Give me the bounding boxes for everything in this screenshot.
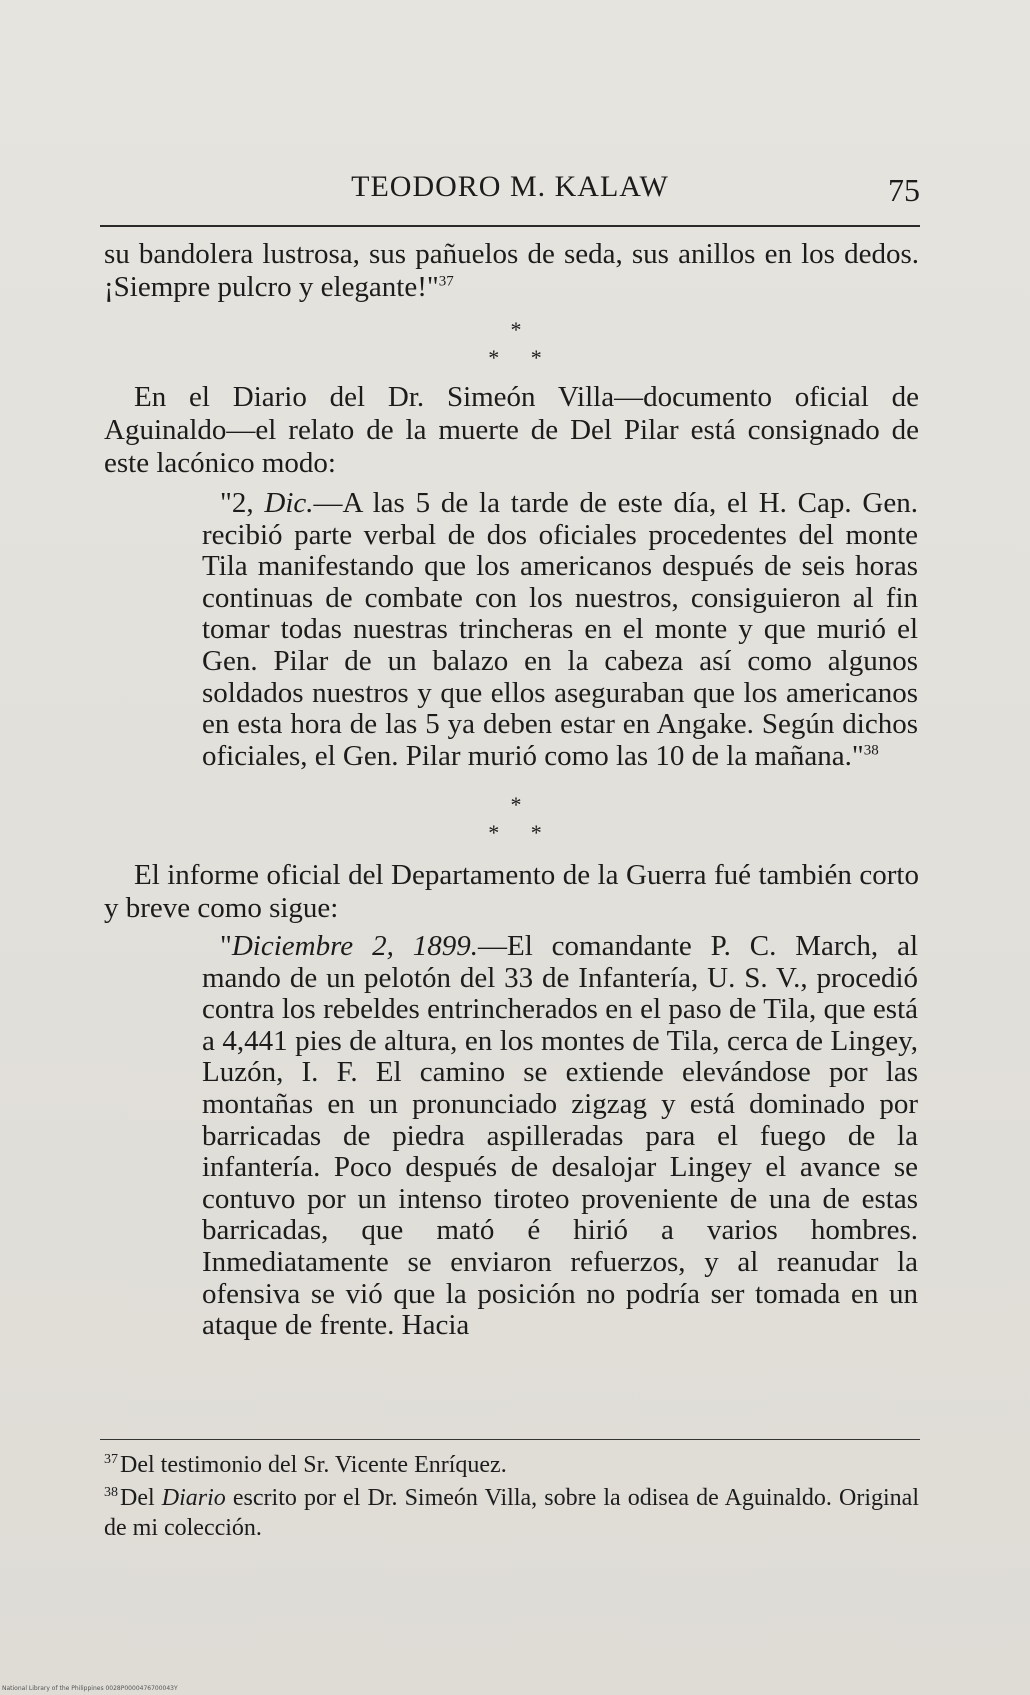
footnote-rule <box>100 1439 920 1440</box>
paragraph-continued <box>104 238 919 304</box>
quote-text: —El comandante P. C. March, al mando de un pelotón del 33 de Infantería, U. S. V., procedió contra los rebeldes entrincherados en el paso de Tila, que está a 4,441 pies de altura, en los montes de Tila, cerca de Lingey, Luzón, I. F. El camino se extiende elevándose por las montañas en un pronunciado zigzag y está dominado por barricadas de piedra aspilleradas para el fuego de la infantería. Poco después de desalojar Lingey el avance se contuvo por un intenso tiroteo proveniente de una de estas barricadas, que mató é hirió a varios hombres. Inmediatamente se enviaron refuerzos, y al reanudar la ofensiva se vió que la posición no podría ser tomada en un ataque de frente. Hacia <box>202 930 918 1342</box>
footnote-37 <box>104 1450 919 1480</box>
asterism-top: * <box>510 792 522 817</box>
footnote-ref-38: 38 <box>863 742 879 759</box>
footnote-text: Del testimonio del Sr. Vicente Enríquez. <box>120 1452 507 1478</box>
footnote-mark: 38 <box>104 1485 118 1500</box>
footnote-mark: 37 <box>104 1452 118 1467</box>
quote-diario <box>202 488 918 772</box>
asterism-top: * <box>510 317 522 342</box>
footnote-38 <box>104 1483 919 1543</box>
asterism-bottom: * * <box>488 820 542 845</box>
footnote-text: Del <box>120 1485 162 1511</box>
asterism-bottom: * * <box>488 345 542 370</box>
quote-open: "2, <box>220 487 265 519</box>
section-asterism-2 <box>0 791 1030 847</box>
running-title: TEODORO M. KALAW <box>351 170 669 203</box>
paragraph-text: su bandolera lustrosa, sus pañuelos de seda, sus anillos en los dedos. ¡Siempre pulcro y elegante!" <box>104 238 919 303</box>
footnote-title: Diario <box>161 1485 226 1511</box>
paragraph-informe-intro: El informe oficial del Departamento de la Guerra fué también corto y breve como sigue: <box>104 859 919 924</box>
quote-open: " <box>220 930 232 962</box>
paragraph-diario-intro: En el Diario del Dr. Simeón Villa—documento oficial de Aguinaldo—el relato de la muerte de Del Pilar está consignado de este lacónico modo: <box>104 381 919 479</box>
scan-id-strip: National Library of the Philippines 0028P0000476700043Y <box>2 1685 178 1692</box>
page-number: 75 <box>888 172 920 208</box>
footnote-text-rest: escrito por el Dr. Simeón Villa, sobre la odisea de Aguinaldo. Original de mi colección. <box>104 1485 920 1541</box>
running-head <box>100 170 920 210</box>
quote-date: Dic. <box>264 487 314 519</box>
quote-war-department <box>202 931 918 1342</box>
quote-text: —A las 5 de la tarde de este día, el H. Cap. Gen. recibió parte verbal de dos oficiales procedentes del monte Tila manifestando que los americanos después de seis horas continuas de combate con los nuestros, consiguieron al fin tomar todas nuestras trincheras en el monte y que murió el Gen. Pilar de un balazo en la cabeza así como algunos soldados nuestros y que ellos aseguraban que los americanos en esta hora de las 5 ya deben estar en Angake. Según dichos oficiales, el Gen. Pilar murió como las 10 de la mañana." <box>202 487 918 772</box>
section-asterism <box>0 316 1030 372</box>
header-rule <box>100 225 920 227</box>
footnote-ref-37: 37 <box>438 273 454 290</box>
quote-date: Diciembre 2, 1899. <box>231 930 478 962</box>
